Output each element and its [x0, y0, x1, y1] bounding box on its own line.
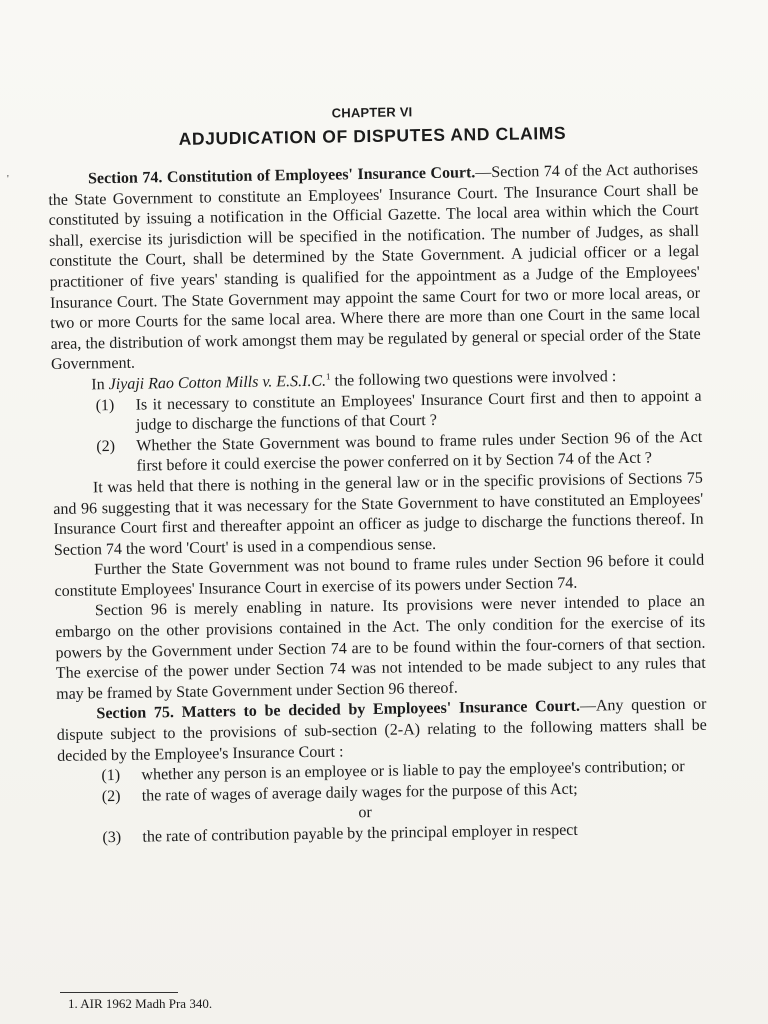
chapter-title: ADJUDICATION OF DISPUTES AND CLAIMS	[178, 122, 567, 149]
further-paragraph: Further the State Government was not bound to frame rules under Section 96 before it could constitute Employees' Insurance Court in exercise of its powers under Section 74.	[54, 552, 705, 600]
case-intro-pre: In	[91, 376, 109, 394]
section-74-body: —Section 74 of the Act authorises the State Government to constitute an Employees' Insurance Court. The Insurance Court shall be constituted by issuing a notification in the Official Gazette. The local area within which the Court shall, exercise its jurisdiction will be specified in the notification. The number of Judges, as shall constitute the Court, shall be determined by the State Government. A judicial officer or a legal practitioner of five years' standing is qualified for the appointment as a Judge of the Employees' Insurance Court. The State Government may appoint the same Court for two or more local areas, or two or more Courts for the same local area. Where there are more than one Court in the same local area, the distribution of work amongst them may be regulated by general or special order of the State Government.	[48, 160, 701, 374]
footnote-ref: 1	[325, 371, 331, 382]
list-item-tail: or	[358, 804, 372, 822]
list-item-number: (1)	[101, 767, 121, 785]
list-item-number: (2)	[96, 437, 116, 455]
section-74-paragraph	[48, 160, 701, 376]
held-paragraph: It was held that there is nothing in the general law or in the specific provisions of Sections 75 and 96 suggesting that it was necessary for the State Government to have constituted an Employees' Insurance Court first and thereafter appoint an officer as judge to discharge the functions thereof. In Section 74 the word 'Court' is used in a compendious sense.	[53, 469, 704, 559]
case-name: Jiyaji Rao Cotton Mills v. E.S.I.C.	[108, 372, 327, 394]
list-item-text: whether any person is an employee or is liable to pay the employee's contribution; or	[141, 758, 685, 784]
section-75-heading: Section 75. Matters to be decided by Employees' Insurance Court.	[96, 698, 581, 723]
margin-mark: '	[7, 174, 9, 185]
list-item-number: (2)	[101, 787, 121, 806]
footnote: 1. AIR 1962 Madh Pra 340.	[68, 996, 213, 1011]
list-item-text: Whether the State Government was bound to frame rules under Section 96 of the Act first before it could exercise the power conferred on it by Section 74 of the Act ?	[136, 428, 703, 475]
section-75-paragraph	[56, 695, 707, 767]
section-74-heading: Section 74. Constitution of Employees' Insurance Court.	[87, 164, 476, 188]
section-96-paragraph: Section 96 is merely enabling in nature. Its provisions were never intended to place an embargo on the other provisions contained in the Act. The only condition for the exercise of its powers by the Government under Section 74 are to be found within the four-corners of that section. The exercise of the power under Section 74 was not intended to be made subject to any rules that may be framed by State Government under Section 96 thereof.	[55, 593, 706, 703]
section-75-intro: —Any question or dispute subject to the provisions of sub-section (2-A) relating to the following matters shall be decided by the Employee's Insurance Court :	[56, 696, 707, 765]
list-item-text: Is it necessary to constitute an Employees' Insurance Court first and then to appoint a judge to discharge the functions of that Court ?	[135, 387, 702, 434]
footnote-divider	[60, 992, 178, 993]
list-item-number: (3)	[102, 828, 122, 847]
list-item-number: (1)	[95, 396, 115, 414]
page-content	[47, 100, 709, 850]
matters-list	[57, 757, 708, 850]
chapter-label: CHAPTER VI	[331, 104, 413, 121]
list-item-text: the rate of wages of average daily wages for the purpose of this Act;	[141, 780, 578, 805]
questions-list	[52, 386, 703, 479]
list-item-text: the rate of contribution payable by the principal employer in respect	[142, 821, 578, 846]
case-intro-post: the following two questions were involved :	[330, 368, 617, 390]
